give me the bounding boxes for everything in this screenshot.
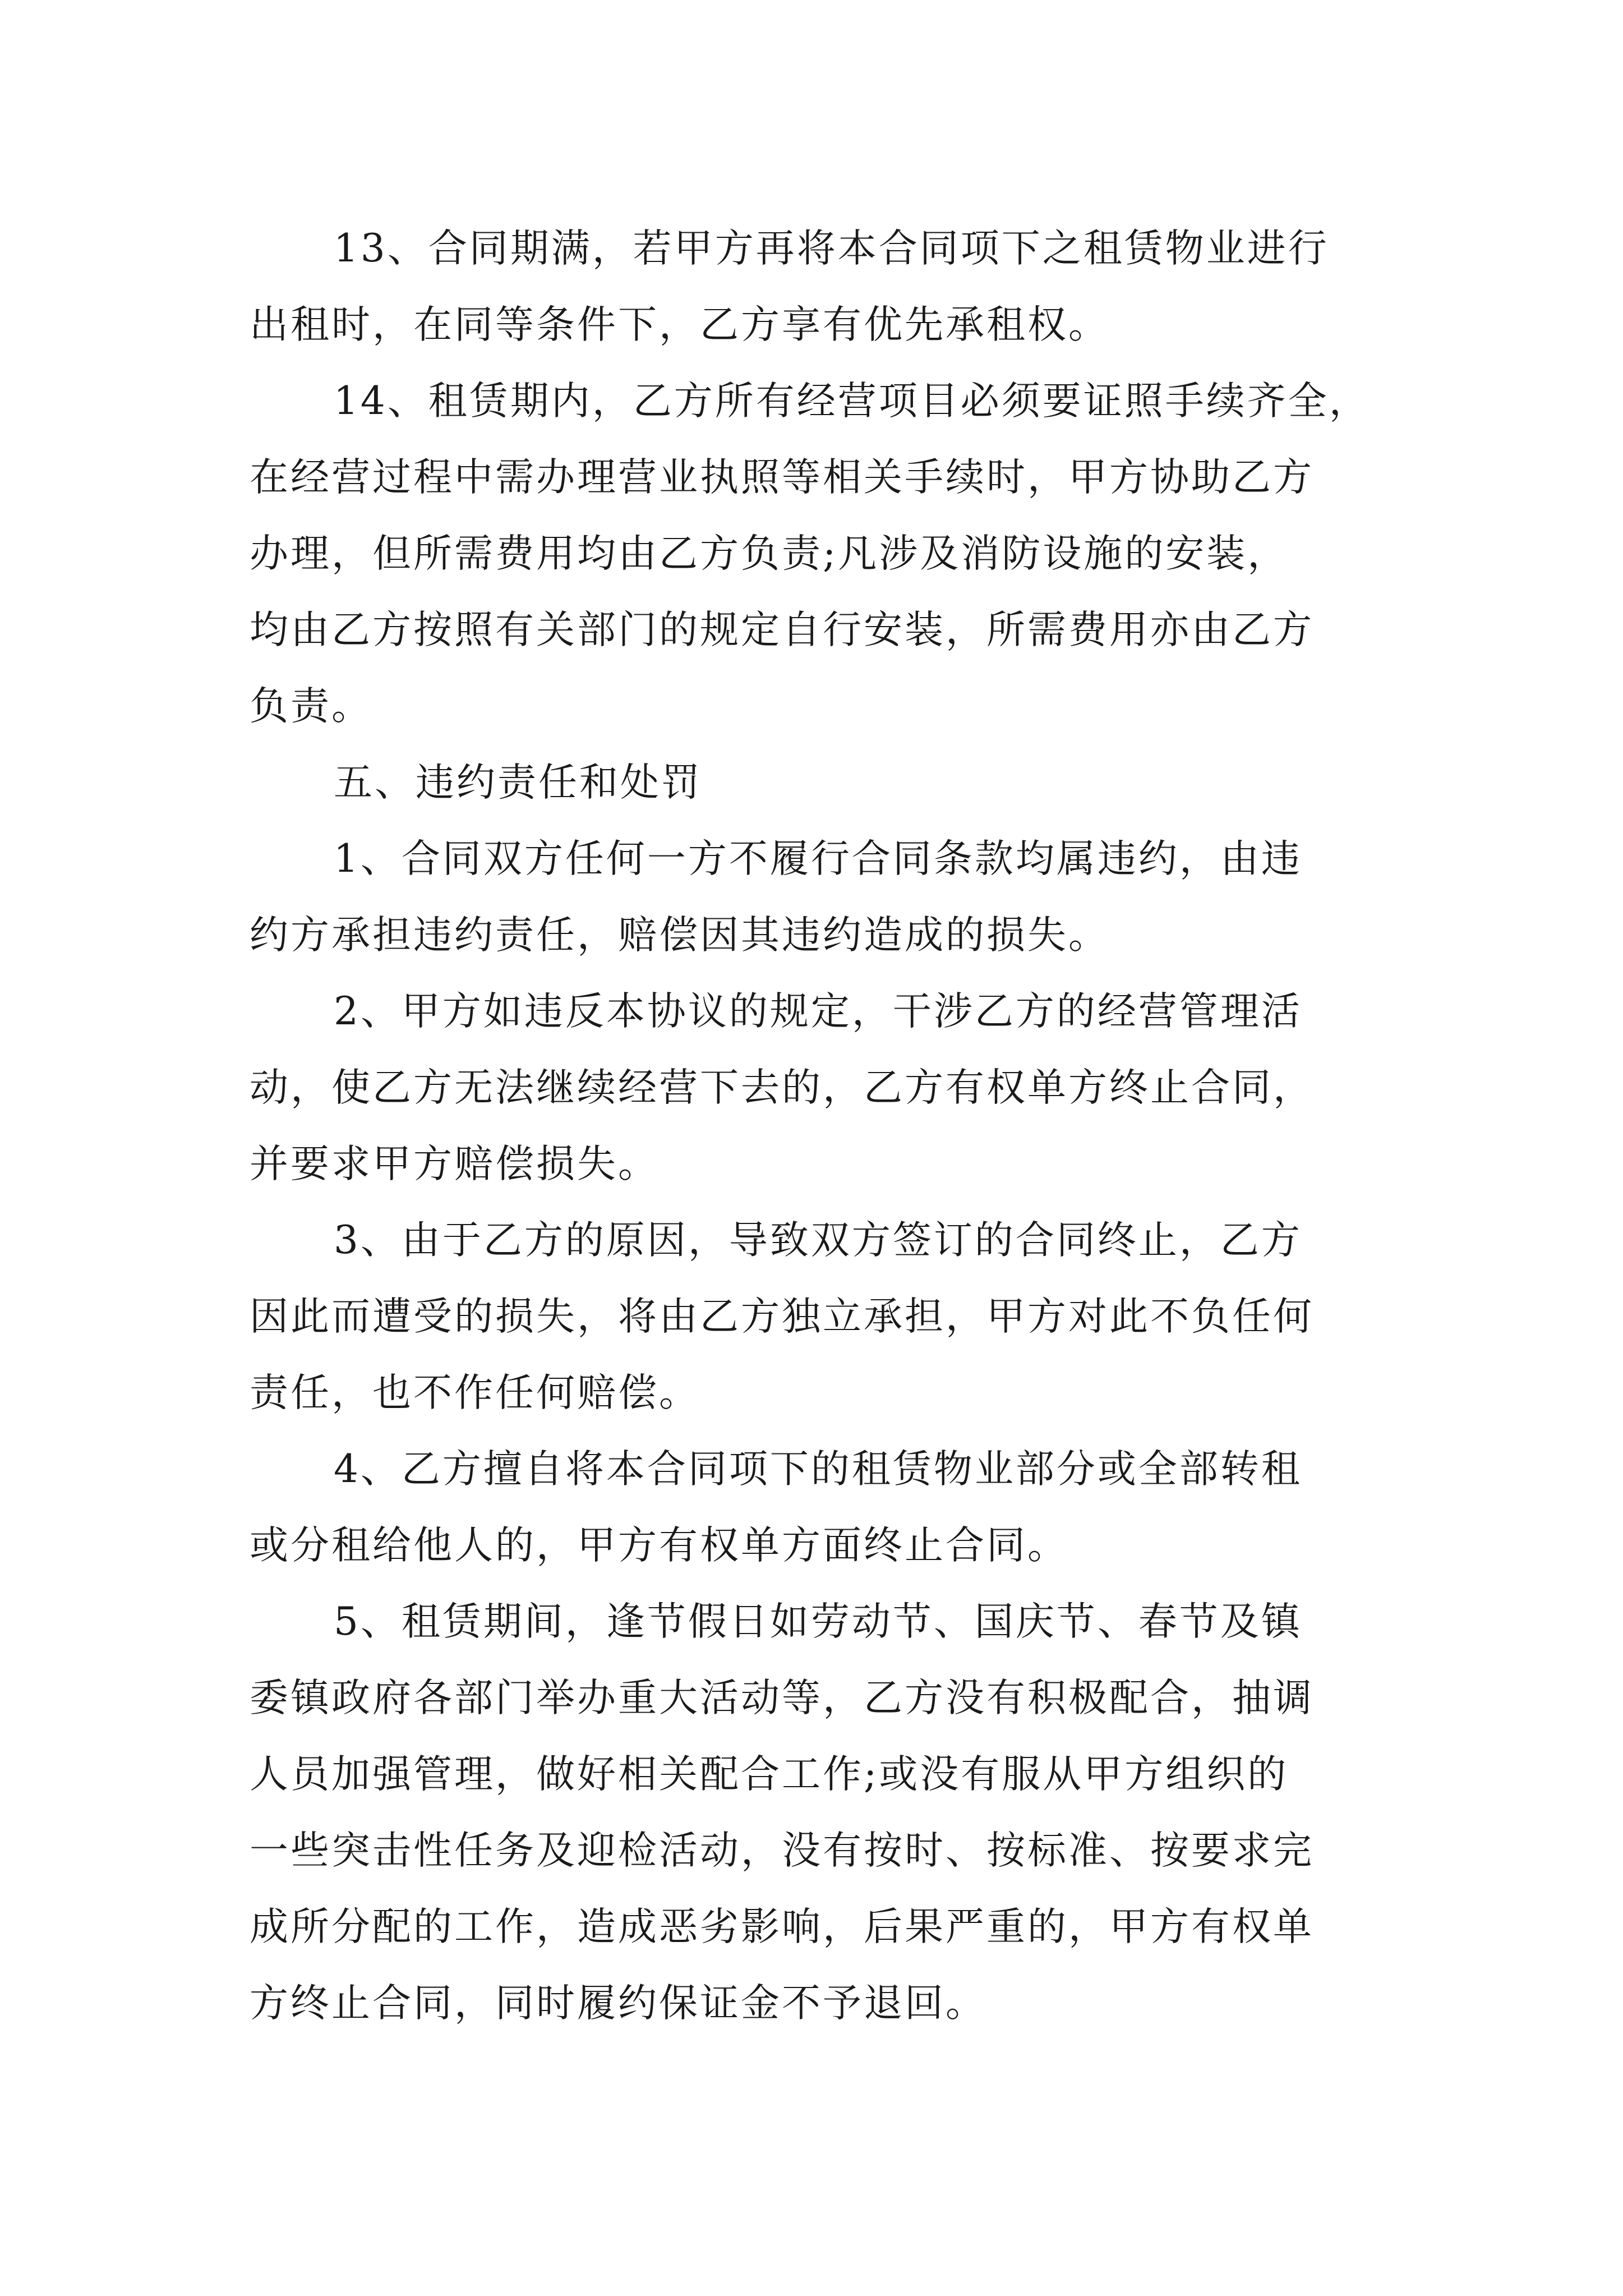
item-3-line-2: 因此而遭受的损失，将由乙方独立承担，甲方对此不负任何 [250,1294,1314,1339]
item-5-paragraph [250,1584,1394,2041]
item-5-line-4: 一些突击性任务及迎检活动，没有按时、按标准、按要求完 [250,1828,1314,1873]
clause-14-paragraph [250,363,1394,744]
item-5-line-2: 委镇政府各部门举办重大活动等，乙方没有积极配合，抽调 [250,1676,1314,1720]
item-4-paragraph [250,1431,1394,1584]
clause-13-paragraph [250,210,1394,363]
clause-13-line-2: 出租时，在同等条件下，乙方享有优先承租权。 [250,302,1109,347]
item-1-line-2: 约方承担违约责任，赔偿因其违约造成的损失。 [250,913,1109,958]
item-2-line-1: 2、甲方如违反本协议的规定，干涉乙方的经营管理活 [334,989,1302,1034]
document-body [250,210,1394,2041]
item-5-line-1: 5、租赁期间，逢节假日如劳动节、国庆节、春节及镇 [334,1599,1302,1644]
item-5-line-5: 成所分配的工作，造成恶劣影响，后果严重的，甲方有权单 [250,1904,1314,1949]
section-heading [250,744,1394,821]
clause-14-line-4: 均由乙方按照有关部门的规定自行安装，所需费用亦由乙方 [250,608,1314,652]
clause-14-line-3: 办理，但所需费用均由乙方负责;凡涉及消防设施的安装， [250,531,1289,576]
item-4-line-2: 或分租给他人的，甲方有权单方面终止合同。 [250,1523,1068,1568]
item-5-line-3: 人员加强管理，做好相关配合工作;或没有服从甲方组织的 [250,1752,1289,1797]
item-3-line-1: 3、由于乙方的原因，导致双方签订的合同终止，乙方 [334,1218,1302,1263]
item-1-paragraph [250,821,1394,973]
clause-13-line-1: 13、合同期满，若甲方再将本合同项下之租赁物业进行 [334,226,1329,271]
item-1-line-1: 1、合同双方任何一方不履行合同条款均属违约，由违 [334,836,1302,881]
section-5-heading: 五、违约责任和处罚 [334,760,702,805]
item-4-line-1: 4、乙方擅自将本合同项下的租赁物业部分或全部转租 [334,1447,1302,1492]
item-3-paragraph [250,1202,1394,1431]
item-2-line-3: 并要求甲方赔偿损失。 [250,1142,659,1186]
clause-14-line-2: 在经营过程中需办理营业执照等相关手续时，甲方协助乙方 [250,455,1314,500]
clause-14-line-1: 14、租赁期内，乙方所有经营项目必须要证照手续齐全， [334,379,1370,424]
item-2-line-2: 动，使乙方无法继续经营下去的，乙方有权单方终止合同， [250,1065,1314,1110]
item-2-paragraph [250,973,1394,1202]
item-5-line-6: 方终止合同，同时履约保证金不予退回。 [250,1981,986,2026]
clause-14-line-5: 负责。 [250,684,372,729]
item-3-line-3: 责任，也不作任何赔偿。 [250,1370,700,1415]
